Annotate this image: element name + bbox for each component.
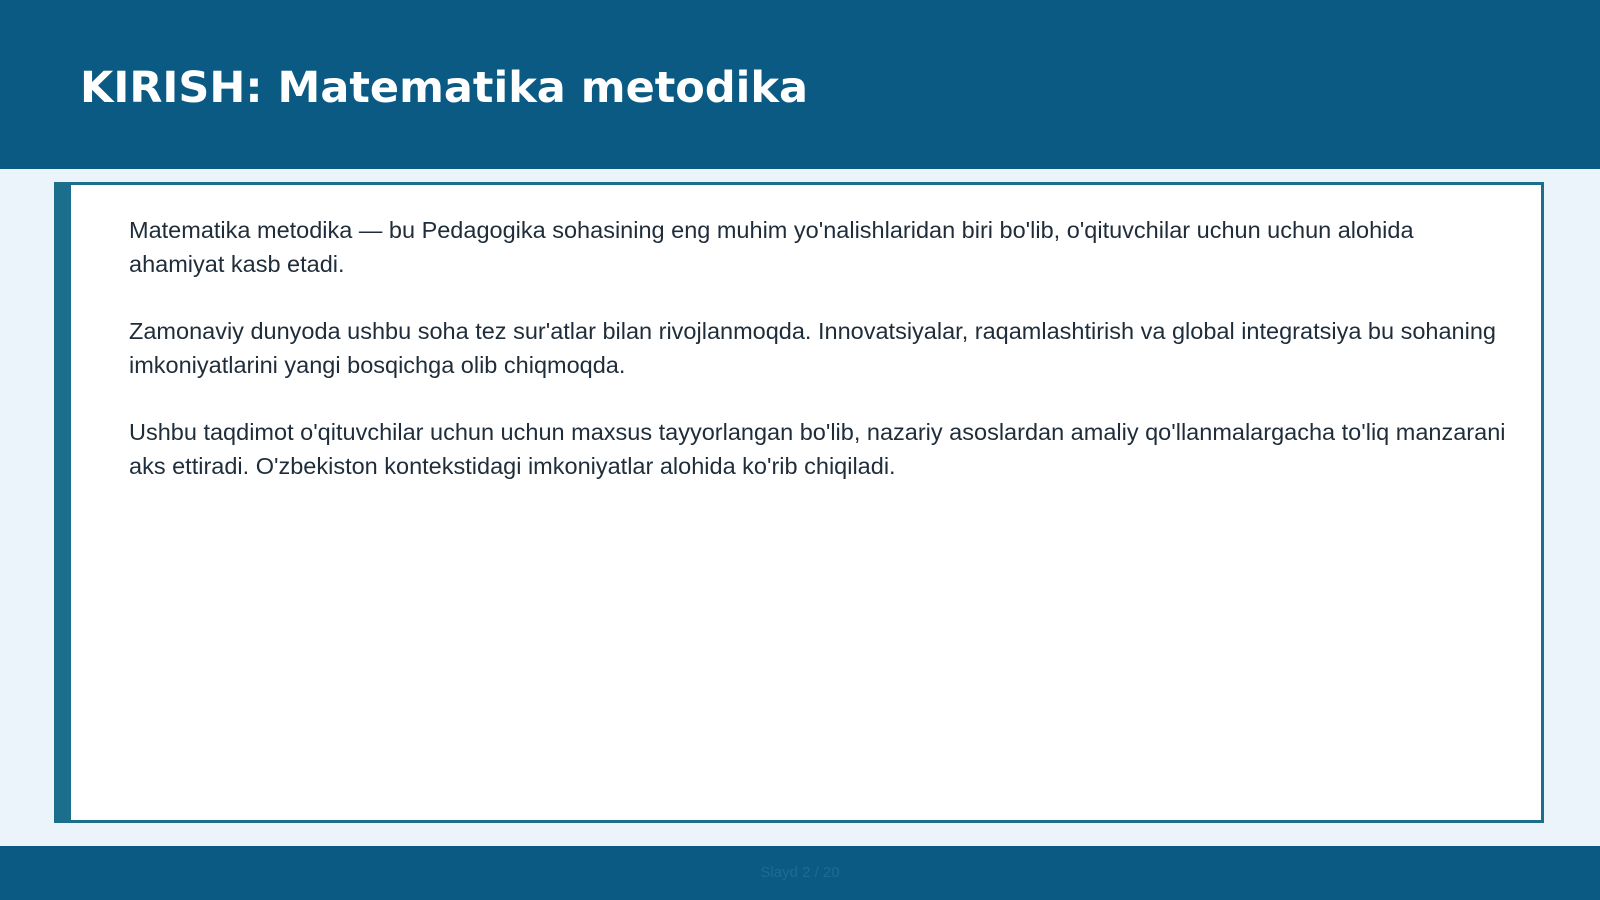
content-text: [129, 213, 1509, 516]
page-number: Slayd 2 / 20: [760, 864, 840, 881]
slide-header: [0, 0, 1600, 169]
paragraph-presentation-purpose: Ushbu taqdimot o'qituvchilar uchun uchun maxsus tayyorlangan bo'lib, nazariy asoslardan amaliy qo'llanmalargacha to'liq manzarani aks ettiradi. O'zbekiston kontekstidagi imkoniyatlar alohida ko'rib chiqiladi.: [129, 419, 1506, 479]
paragraph-modern-world: Zamonaviy dunyoda ushbu soha tez sur'atlar bilan rivojlanmoqda. Innovatsiyalar, raqamlashtirish va global integratsiya bu sohaning imkoniyatlarini yangi bosqichga olib chiqmoqda.: [129, 318, 1496, 378]
content-box: [54, 182, 1544, 823]
slide-footer: [0, 846, 1600, 900]
slide-title: KIRISH: Matematika metodika: [80, 63, 808, 113]
paragraph-intro: Matematika metodika — bu Pedagogika sohasining eng muhim yo'nalishlaridan biri bo'lib, o'qituvchilar uchun uchun alohida ahamiyat kasb etadi.: [129, 217, 1414, 277]
